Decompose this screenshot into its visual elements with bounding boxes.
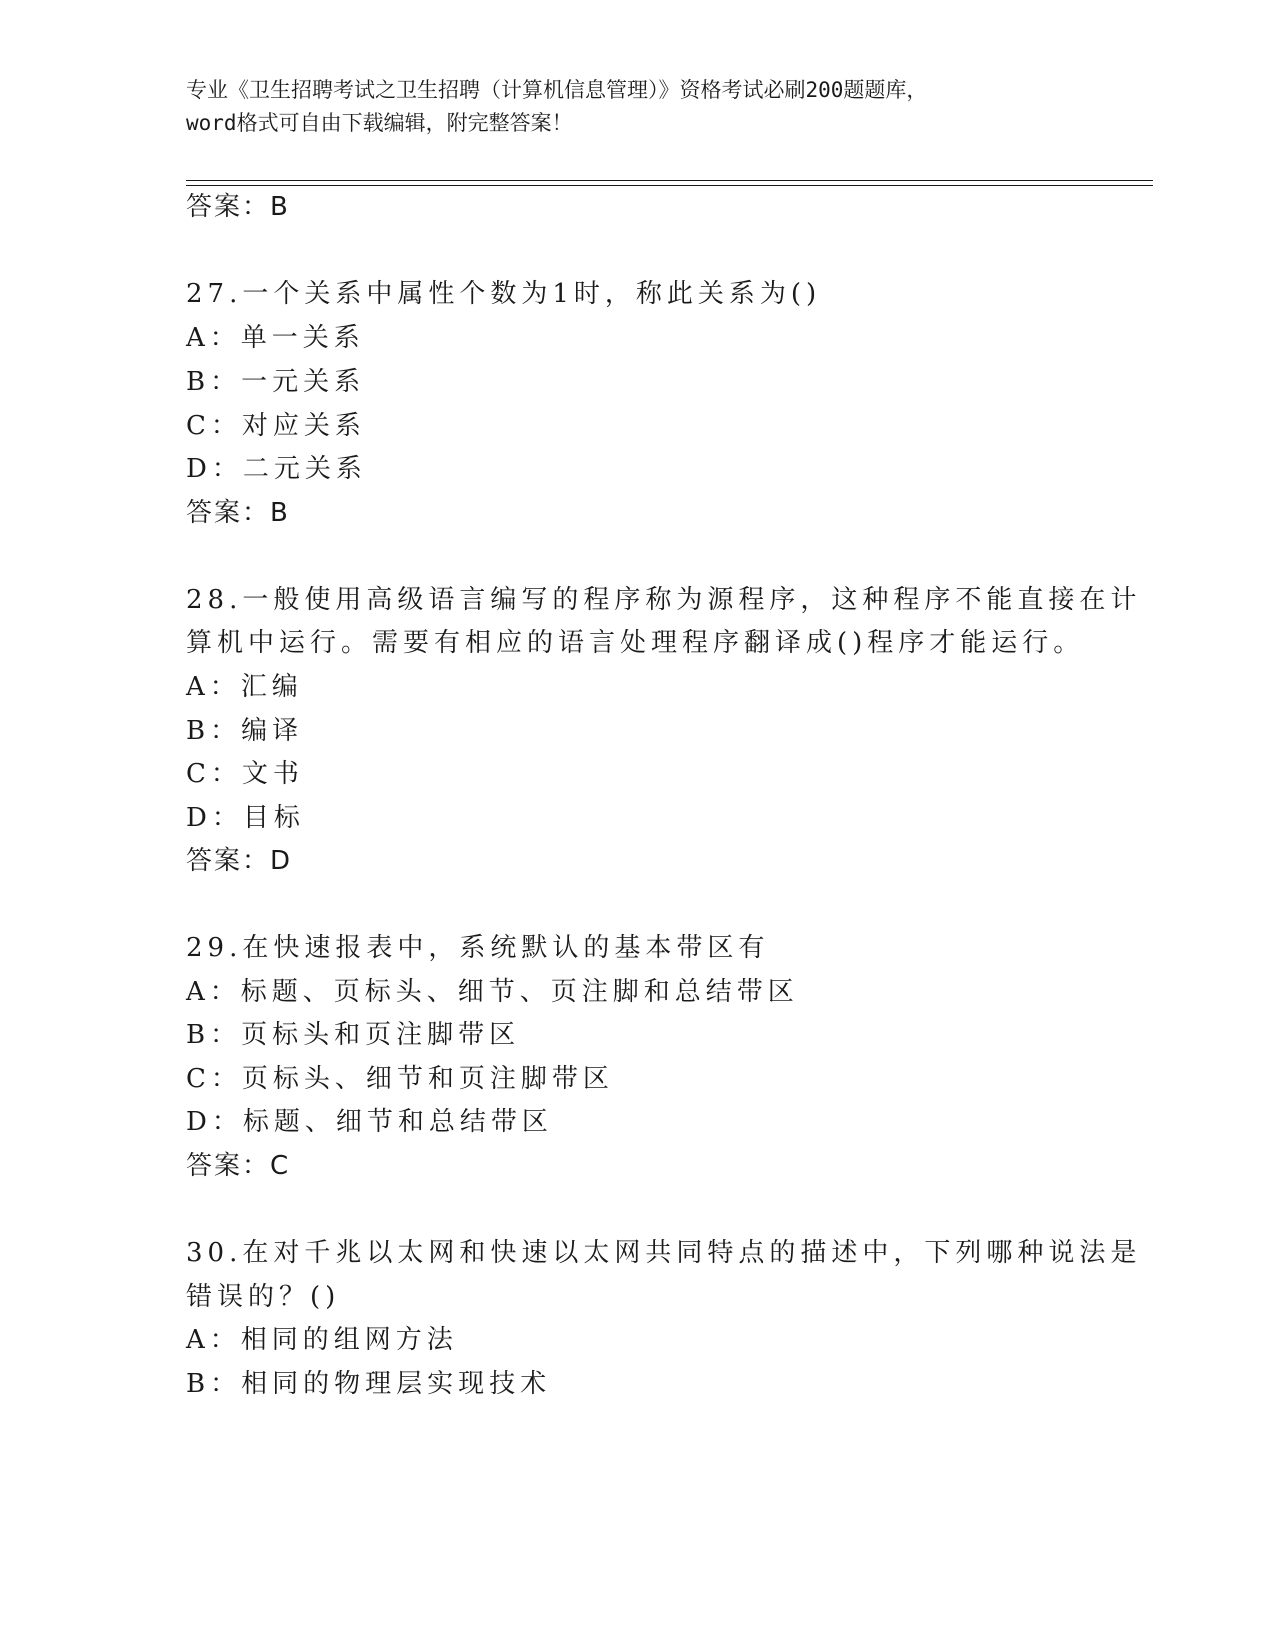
question-28-stem-line-2: 算机中运行。需要有相应的语言处理程序翻译成()程序才能运行。 [186, 628, 1085, 658]
question-28-answer: 答案：D [186, 846, 293, 876]
question-29-option-b: B：页标头和页注脚带区 [186, 1020, 521, 1050]
question-29-option-a: A：标题、页标头、细节、页注脚和总结带区 [186, 977, 799, 1007]
question-30-stem-line-2: 错误的？() [186, 1282, 341, 1312]
question-27-stem: 27.一个关系中属性个数为1时，称此关系为() [186, 279, 822, 309]
question-28-option-b: B：编译 [186, 716, 304, 746]
question-28-option-c: C：文书 [186, 759, 304, 789]
question-28-stem-line-1: 28.一般使用高级语言编写的程序称为源程序，这种程序不能直接在计 [186, 585, 1142, 615]
question-27-option-b: B：一元关系 [186, 367, 366, 397]
question-28-option-d: D：目标 [186, 803, 305, 833]
header-divider-bottom [186, 185, 1153, 186]
question-29-stem: 29.在快速报表中，系统默认的基本带区有 [186, 933, 770, 963]
question-29-option-c: C：页标头、细节和页注脚带区 [186, 1064, 614, 1094]
question-27-option-d: D：二元关系 [186, 454, 367, 484]
answer-previous: 答案：B [186, 192, 290, 222]
header-title-line-1: 专业《卫生招聘考试之卫生招聘（计算机信息管理）》资格考试必刷200题题库， [186, 78, 928, 102]
question-27-answer: 答案：B [186, 498, 290, 528]
question-30-option-a: A：相同的组网方法 [186, 1325, 458, 1355]
question-27-option-a: A：单一关系 [186, 323, 365, 353]
document-header [186, 74, 1066, 140]
question-27-option-c: C：对应关系 [186, 411, 366, 441]
header-title-line-2: word格式可自由下载编辑，附完整答案！ [186, 111, 573, 135]
header-divider-top [186, 180, 1153, 181]
question-29-answer: 答案：C [186, 1151, 291, 1181]
question-30-option-b: B：相同的物理层实现技术 [186, 1369, 552, 1399]
question-30-stem-line-1: 30.在对千兆以太网和快速以太网共同特点的描述中，下列哪种说法是 [186, 1238, 1142, 1268]
question-28-option-a: A：汇编 [186, 672, 303, 702]
question-29-option-d: D：标题、细节和总结带区 [186, 1107, 553, 1137]
